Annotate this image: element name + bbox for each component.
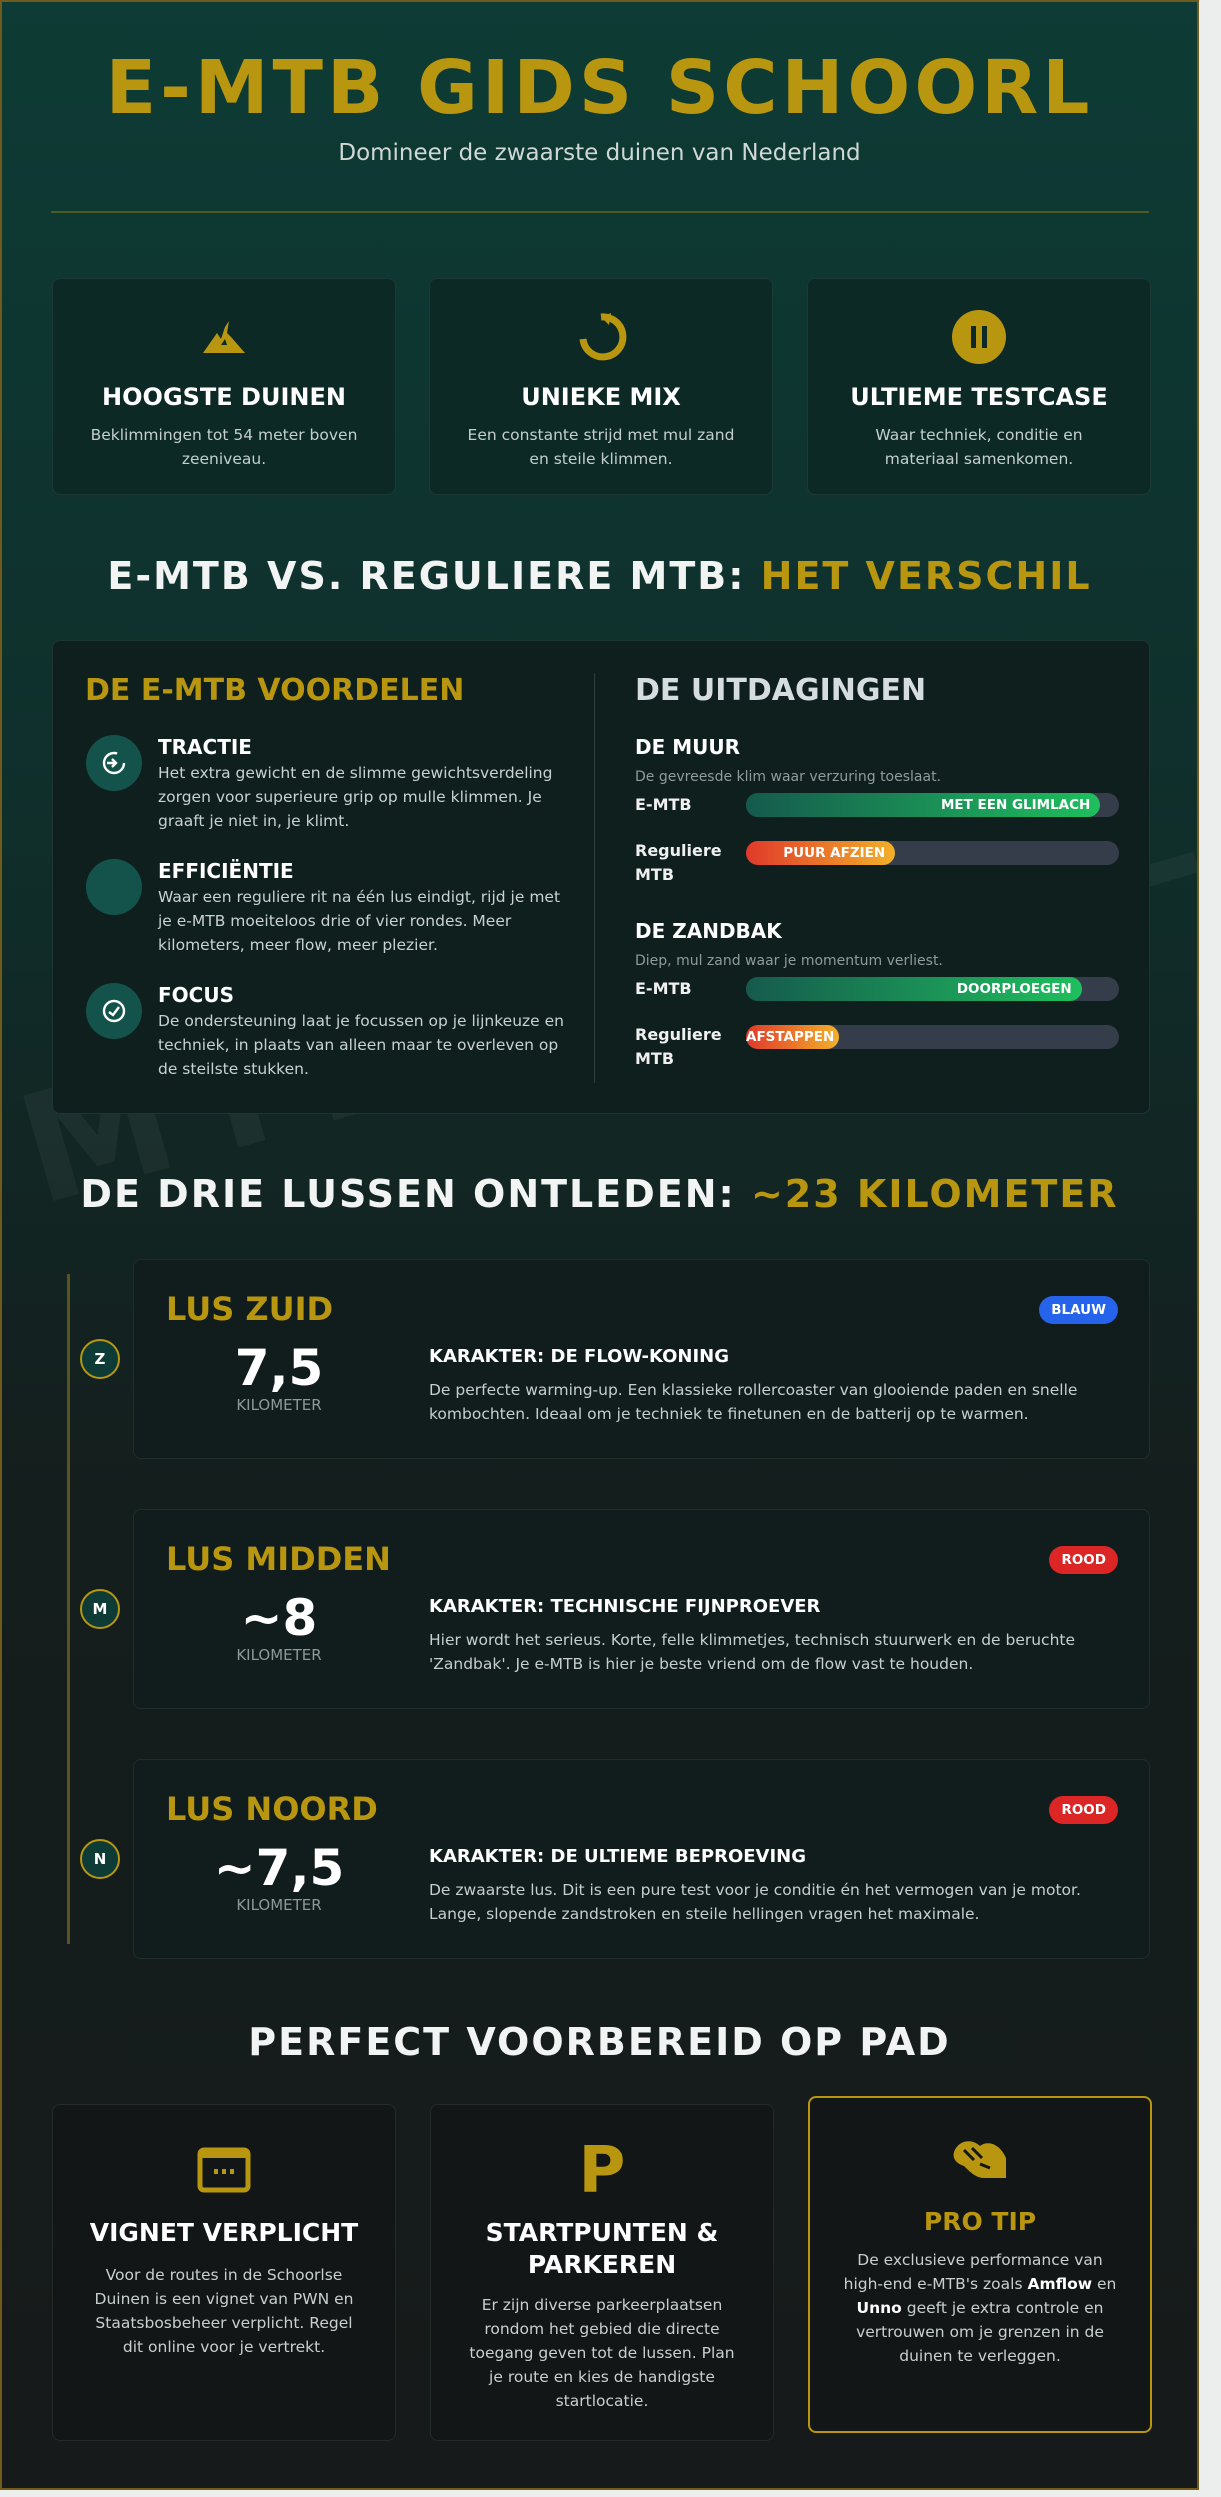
advantage-text: De ondersteuning laat je focussen op je lijnkeuze en techniek, in plaats van alleen maar te overleven op de steilste stukken. <box>158 1012 564 1078</box>
progress-fill <box>746 841 895 865</box>
card-title: STARTPUNTEN & PARKEREN <box>485 2218 719 2279</box>
timeline-marker: Z <box>80 1339 120 1379</box>
progress-fill <box>746 793 1100 817</box>
card-text <box>842 2248 1118 2368</box>
loop-description: De zwaarste lus. Dit is een pure test voor je conditie én het vermogen van je motor. Lange, slopende zandstroken en steile hellingen vragen het maximale. <box>429 1881 1081 1923</box>
comparison-panel <box>52 640 1150 1114</box>
bar-label: Reguliere MTB <box>635 1025 722 1068</box>
comparison-bar-row <box>635 1025 1125 1073</box>
loop-card <box>133 1759 1150 1959</box>
progress-fill <box>746 977 1082 1001</box>
page-title: E-MTB GIDS SCHOORL <box>105 45 1094 131</box>
text: De exclusieve performance van high-end e-MTB's zoals <box>843 2251 1103 2293</box>
distance-unit: KILOMETER <box>236 1646 322 1664</box>
timeline-marker: N <box>80 1839 120 1879</box>
heading-main: DE DRIE LUSSEN ONTLEDEN: <box>80 1172 751 1216</box>
bar-label: Reguliere MTB <box>635 841 722 884</box>
feature-text: Een constante strijd met mul zand en steile klimmen. <box>467 426 735 468</box>
card-title: PRO TIP <box>923 2207 1037 2236</box>
bar-text: MET EEN GLIMLACH <box>940 797 1091 813</box>
divider <box>51 211 1149 213</box>
compare-heading <box>2 554 1197 598</box>
feature-card <box>52 278 396 495</box>
page-subtitle: Domineer de zwaarste duinen van Nederland <box>338 140 861 166</box>
advantage-text: Waar een reguliere rit na één lus eindigt, rijd je met je e-MTB moeiteloos drie of vier rondes. Meer kilometers, meer flow, meer plezier. <box>158 888 561 954</box>
loop-title: LUS ZUID <box>166 1290 334 1328</box>
feature-card <box>807 278 1151 495</box>
loop-description: De perfecte warming-up. Een klassieke rollercoaster van glooiende paden en snelle kombochten. Ideaal om je techniek te finetunen en de batterij op te warmen. <box>429 1381 1078 1423</box>
text: en <box>1092 2275 1117 2293</box>
progress-track <box>746 977 1119 1001</box>
heading-main: E-MTB VS. REGULIERE MTB: <box>107 554 761 598</box>
distance-unit: KILOMETER <box>236 1896 322 1914</box>
progress-track <box>746 841 1119 865</box>
distance-value: 7,5 <box>234 1339 324 1397</box>
advantage-text: Het extra gewicht en de slimme gewichtsverdeling zorgen voor superieure grip op mulle klimmen. Je graaft je niet in, je klimt. <box>158 764 553 830</box>
bar-label: E-MTB <box>635 979 692 998</box>
loops-heading <box>2 1172 1197 1216</box>
challenges-title: DE UITDAGINGEN <box>635 673 927 708</box>
info-card <box>52 2104 396 2441</box>
loop-character: KARAKTER: TECHNISCHE FIJNPROEVER <box>429 1596 821 1617</box>
card-text: Er zijn diverse parkeerplaatsen rondom het gebied die directe toegang geven tot de lussen. Plan je route en kies de handigste startlocatie. <box>469 2296 735 2410</box>
distance <box>194 1840 364 1914</box>
card-title: VIGNET VERPLICHT <box>89 2218 359 2247</box>
refresh-icon <box>430 309 772 365</box>
feature-text: Beklimmingen tot 54 meter boven zeeniveau. <box>90 426 358 468</box>
difficulty-badge: ROOD <box>1049 1546 1118 1574</box>
advantage-title: FOCUS <box>158 983 234 1007</box>
heading-accent: HET VERSCHIL <box>760 554 1092 598</box>
brand-unno: Unno <box>856 2299 902 2317</box>
pro-tip-card <box>808 2096 1152 2433</box>
challenge-title: DE MUUR <box>635 735 741 759</box>
loop-character: KARAKTER: DE ULTIEME BEPROEVING <box>429 1846 807 1867</box>
distance-value: ~7,5 <box>213 1839 345 1897</box>
brand-amflow: Amflow <box>1027 2275 1093 2293</box>
bar-text: AFSTAPPEN <box>746 1029 835 1045</box>
timeline-marker: M <box>80 1589 120 1629</box>
distance <box>194 1340 364 1414</box>
progress-track <box>746 793 1119 817</box>
bar-label: E-MTB <box>635 795 692 814</box>
bar-text: DOORPLOEGEN <box>956 981 1072 997</box>
loop-card <box>133 1509 1150 1709</box>
loop-card <box>133 1259 1150 1459</box>
distance-value: ~8 <box>240 1589 318 1647</box>
progress-track <box>746 1025 1119 1049</box>
feature-title: UNIEKE MIX <box>521 383 681 411</box>
challenge-subtitle: Diep, mul zand waar je momentum verliest. <box>635 953 943 969</box>
card-text: Voor de routes in de Schoorlse Duinen is een vignet van PWN en Staatsbosbeheer verplicht. Regel dit online voor je vertrekt. <box>94 2266 354 2356</box>
check-circle-icon <box>86 983 142 1039</box>
parking-icon: P <box>578 2134 626 2208</box>
info-card <box>430 2104 774 2441</box>
bar-text: PUUR AFZIEN <box>783 845 886 861</box>
loop-title: LUS MIDDEN <box>166 1540 391 1578</box>
challenge-subtitle: De gevreesde klim waar verzuring toeslaat. <box>635 769 942 785</box>
mountain-icon <box>53 309 395 365</box>
challenge-title: DE ZANDBAK <box>635 919 782 943</box>
difficulty-badge: ROOD <box>1049 1796 1118 1824</box>
pause-circle-icon <box>808 309 1150 365</box>
ticket-icon <box>53 2147 395 2193</box>
traction-icon <box>86 735 142 791</box>
heading-accent: ~23 KILOMETER <box>750 1172 1119 1216</box>
text: geeft je extra controle en vertrouwen om je grenzen in de duinen te verleggen. <box>856 2299 1104 2365</box>
difficulty-badge: BLAUW <box>1039 1296 1118 1324</box>
comparison-bar-row <box>635 793 1125 841</box>
prep-heading: PERFECT VOORBEREID OP PAD <box>248 2020 951 2064</box>
feature-title: ULTIEME TESTCASE <box>850 383 1108 411</box>
feature-text: Waar techniek, conditie en materiaal samenkomen. <box>875 426 1083 468</box>
comparison-bar-row <box>635 977 1125 1025</box>
advantage-title: TRACTIE <box>158 735 252 759</box>
efficiency-icon <box>86 859 142 915</box>
feature-title: HOOGSTE DUINEN <box>102 383 346 411</box>
advantage-title: EFFICIËNTIE <box>158 859 294 883</box>
comparison-bar-row <box>635 841 1125 889</box>
loop-character: KARAKTER: DE FLOW-KONING <box>429 1346 730 1367</box>
loop-title: LUS NOORD <box>166 1790 378 1828</box>
progress-fill <box>746 1025 839 1049</box>
advantages-title: DE E-MTB VOORDELEN <box>85 673 465 708</box>
column-divider <box>594 673 595 1083</box>
distance-unit: KILOMETER <box>236 1396 322 1414</box>
loop-description: Hier wordt het serieus. Korte, felle klimmetjes, technisch stuurwerk en de beruchte 'Zandbak'. Je e-MTB is hier je beste vriend om de flow vast te houden. <box>429 1631 1076 1673</box>
handshake-icon <box>810 2138 1150 2182</box>
distance <box>194 1590 364 1664</box>
feature-card <box>429 278 773 495</box>
timeline-line <box>67 1274 70 1944</box>
